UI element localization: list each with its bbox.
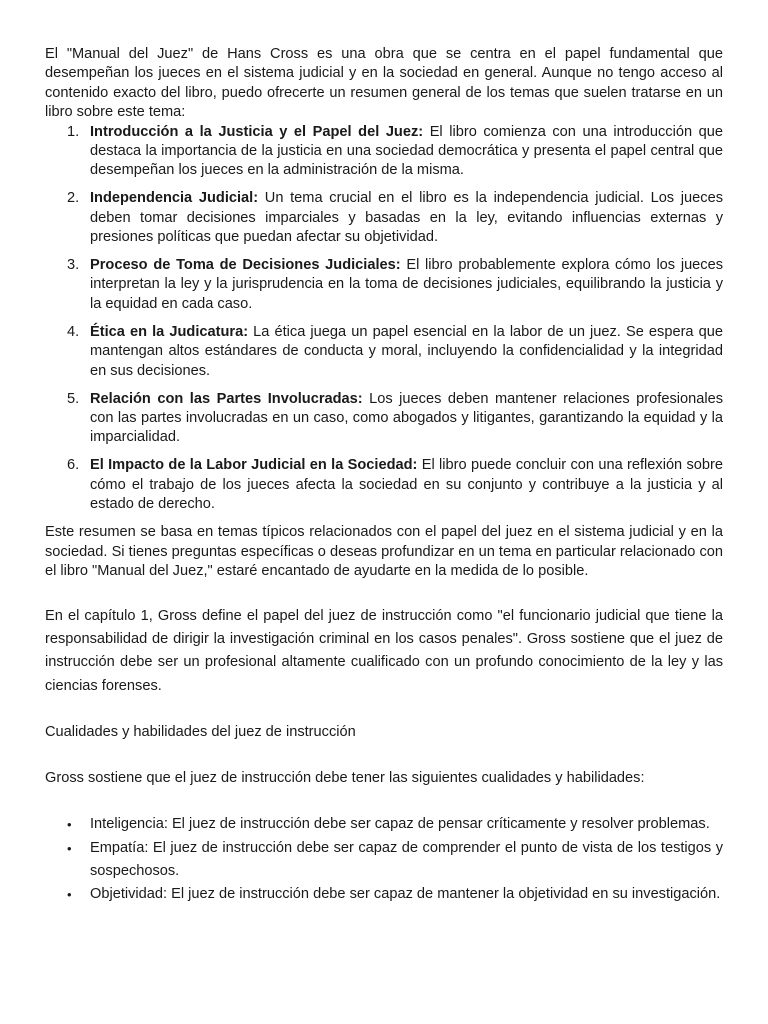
list-number: 3. xyxy=(67,257,80,274)
topic-title: Proceso de Toma de Decisiones Judiciales: xyxy=(90,257,401,274)
qualities-list xyxy=(45,813,723,906)
topic-title: Relación con las Partes Involucradas: xyxy=(90,390,363,407)
chapter-paragraph: En el capítulo 1, Gross define el papel del juez de instrucción como "el funcionario judicial que tiene la responsabilidad de dirigir la investigación criminal en los casos penales". Gross sostiene que el juez de instrucción debe ser un profesional altamente cualificado con un profundo conocimiento de la ley y las ciencias forenses. xyxy=(45,607,723,694)
quality-text: Inteligencia: El juez de instrucción debe ser capaz de pensar críticamente y resolver problemas. xyxy=(90,816,710,833)
list-item xyxy=(45,123,723,181)
section-heading: Cualidades y habilidades del juez de instrucción xyxy=(45,723,356,740)
closing-paragraph: Este resumen se basa en temas típicos relacionados con el papel del juez en el sistema judicial y en la sociedad. Si tienes preguntas específicas o deseas profundizar en un tema en particular relacionado con el libro "Manual del Juez," estaré encantado de ayudarte en la medida de lo posible. xyxy=(45,524,723,580)
bullet-icon: • xyxy=(67,817,72,833)
summary-section xyxy=(45,45,723,582)
list-item xyxy=(45,390,723,448)
topic-text: El libro comienza con una introducción que destaca la importancia de la justicia en una sociedad democrática y presenta el papel central que desempeñan los jueces en la administración de la misma. xyxy=(90,123,723,179)
list-item xyxy=(45,837,723,884)
topics-list xyxy=(45,123,723,515)
topic-title: Ética en la Judicatura: xyxy=(90,323,249,340)
topic-text: El libro puede concluir con una reflexión sobre cómo el trabajo de los jueces afecta la sociedad en su conjunto y contribuye a la justicia y al estado de derecho. xyxy=(90,457,724,513)
list-item xyxy=(45,256,723,314)
quality-text: Objetividad: El juez de instrucción debe ser capaz de mantener la objetividad en su investigación. xyxy=(90,886,721,903)
topic-text: Un tema crucial en el libro es la independencia judicial. Los jueces deben tomar decisiones imparciales y basadas en la ley, evitando influencias externas y presiones políticas que puedan afectar su objetividad. xyxy=(90,190,723,246)
topic-title: El Impacto de la Labor Judicial en la Sociedad: xyxy=(90,457,418,474)
quality-text: Empatía: El juez de instrucción debe ser capaz de comprender el punto de vista de los testigos y sospechosos. xyxy=(90,839,723,880)
intro-paragraph: El "Manual del Juez" de Hans Cross es una obra que se centra en el papel fundamental que desempeñan los jueces en el sistema judicial y en la sociedad en general. Aunque no tengo acceso al contenido exacto del libro, puedo ofrecerte un resumen general de los temas que suelen tratarse en un libro sobre este tema: xyxy=(45,46,723,121)
bullet-icon: • xyxy=(67,840,72,856)
qualities-intro: Gross sostiene que el juez de instrucción debe tener las siguientes cualidades y habilidades: xyxy=(45,770,645,787)
chapter-section xyxy=(45,605,723,907)
list-number: 1. xyxy=(67,123,80,140)
topic-title: Introducción a la Justicia y el Papel del Juez: xyxy=(90,123,424,140)
list-item xyxy=(45,813,723,836)
list-item xyxy=(45,883,723,906)
list-number: 5. xyxy=(67,390,80,407)
topic-text: El libro probablemente explora cómo los jueces interpretan la ley y la jurisprudencia en la toma de decisiones judiciales, equilibrando la justicia y la equidad en cada caso. xyxy=(90,257,724,312)
topic-text: Los jueces deben mantener relaciones profesionales con las partes involucradas en un caso, como abogados y litigantes, garantizando la equidad y la imparcialidad. xyxy=(90,390,723,446)
list-number: 4. xyxy=(67,323,80,340)
bullet-icon: • xyxy=(67,887,72,903)
list-item xyxy=(45,189,723,247)
topic-text: La ética juega un papel esencial en la labor de un juez. Se espera que mantengan altos estándares de conducta y moral, incluyendo la confidencialidad y la integridad en sus decisiones. xyxy=(90,323,723,379)
list-number: 6. xyxy=(67,457,80,474)
list-item xyxy=(45,323,723,381)
list-number: 2. xyxy=(67,190,80,207)
list-item xyxy=(45,456,723,514)
topic-title: Independencia Judicial: xyxy=(90,190,259,207)
